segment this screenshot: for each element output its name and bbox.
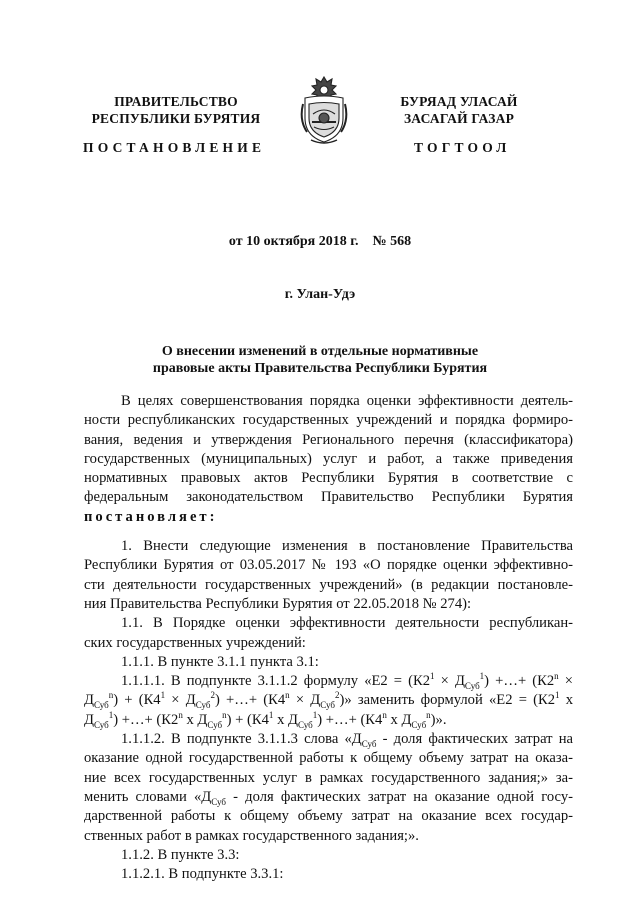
formula-text: х Д (386, 711, 412, 728)
item-text: - доля фактических затрат на (376, 731, 574, 748)
header-right (384, 93, 534, 127)
decree-word: постановляет: (84, 508, 218, 525)
formula-text: х Д (273, 711, 298, 728)
superscript: 1 (479, 671, 485, 682)
document-title (0, 343, 640, 377)
superscript: 1 (108, 709, 114, 720)
preamble-line: В целях совершенствования порядка оценки эффективности деятель- (121, 393, 573, 409)
item-1-1-1-2-line (84, 730, 573, 749)
item-1-1-1-2-line (84, 788, 573, 807)
superscript: 1 (430, 671, 435, 682)
header-right-line1: БУРЯАД УЛАСАЙ (400, 94, 518, 109)
header-right-line2: ЗАСАГАЙ ГАЗАР (403, 111, 515, 126)
item-text: менить словами «Д (84, 788, 212, 805)
subscript: Суб (207, 719, 223, 730)
coat-of-arms-emblem (297, 74, 351, 146)
subscript: Суб (320, 700, 336, 711)
title-line1: О внесении изменений в отдельные нормативные (161, 344, 479, 359)
item-1-line: ния Правительства Республики Бурятия от 22.05.2018 № 274): (84, 595, 472, 612)
preamble-line: государственных (муниципальных) услуг и работ, а также приведения (84, 450, 573, 467)
coat-of-arms-icon (297, 74, 351, 146)
item-1-line: сти деятельности государственных учреждений» (в редакции постановле- (84, 576, 573, 593)
item-1-1-line: ских государственных учреждений: (84, 634, 306, 651)
formula-text: × Д (289, 692, 321, 709)
item-1-1-1-2-line: ственных работ в рамках государственного задания;». (84, 827, 419, 844)
item-1-line: Республики Бурятия от 03.05.2017 № 193 «О порядке оценки эффективно- (84, 557, 573, 574)
item-text: - доля фактических затрат на оказание одной госу- (225, 788, 573, 805)
formula-text: × (558, 673, 573, 690)
superscript: 2 (210, 690, 215, 701)
formula-text: Д (84, 711, 94, 728)
preamble-line: ности республиканских государственных учреждений и порядка формиро- (84, 412, 573, 429)
item-1-1-1-2-line: оказание одной государственной работы к общему объему затрат на оказа- (84, 750, 573, 767)
title-line2: правовые акты Правительства Республики Бурятия (152, 361, 488, 376)
item-1-1-1-1-line (84, 672, 573, 691)
subscript: Суб (93, 700, 109, 711)
superscript: n (178, 709, 183, 720)
subscript: Суб (211, 796, 226, 807)
superscript: n (382, 709, 387, 720)
superscript: n (108, 690, 114, 701)
formula-text: ) +…+ (К4 (214, 692, 286, 709)
formula-text: х Д (182, 711, 208, 728)
preamble-line: нормативных правовых актов Республики Бурятия в соответствие с (84, 470, 573, 487)
superscript: n (285, 690, 290, 701)
superscript: n (222, 709, 227, 720)
item-1-1-2: 1.1.2. В пункте 3.3: (121, 846, 240, 863)
subscript: Суб (464, 681, 480, 692)
superscript: n (554, 671, 559, 682)
item-1-1-1: 1.1.1. В пункте 3.1.1 пункта 3.1: (121, 653, 319, 670)
date-number: от 10 октября 2018 г. № 568 (228, 234, 412, 249)
subscript: Суб (297, 719, 313, 730)
item-text: 1.1.1.2. В подпункте 3.1.1.3 слова «Д (121, 731, 362, 748)
subscript: Суб (93, 719, 109, 730)
formula-text: )» заменить формулой «Е2 = (К2 (339, 692, 556, 709)
superscript: 1 (268, 709, 274, 720)
doc-type-bur: ТОГТООЛ (414, 140, 511, 155)
superscript: 1 (160, 690, 166, 701)
superscript: 1 (312, 709, 318, 720)
formula-text: ) + (К4 (113, 692, 161, 709)
formula-text: ) +…+ (К2 (484, 673, 555, 690)
item-1-1-1-2-line: дарственной работы к общему объему затрат на оказание всех государ- (84, 808, 573, 825)
formula-text: Д (84, 692, 94, 709)
formula-text: х (559, 692, 574, 709)
formula-text: × Д (165, 692, 196, 709)
header-left (88, 93, 264, 127)
document-body (84, 392, 573, 884)
subscript: Суб (411, 719, 427, 730)
header-left-line1: ПРАВИТЕЛЬСТВО (114, 94, 238, 109)
header-left-line2: РЕСПУБЛИКИ БУРЯТИЯ (91, 111, 261, 126)
superscript: n (426, 709, 431, 720)
formula-text: × Д (434, 673, 465, 690)
subscript: Суб (195, 700, 211, 711)
subscript: Суб (361, 738, 377, 749)
superscript: 2 (335, 690, 340, 701)
item-1-1-1-1-line (84, 691, 573, 710)
item-1-1-2-1: 1.1.2.1. В подпункте 3.3.1: (121, 866, 284, 883)
formula-text: )». (430, 711, 447, 728)
item-1-line: 1. Внести следующие изменения в постановление Правительства (121, 538, 573, 555)
item-1-1-1-2-line: ние всех государственных услуг в рамках государственного задания;» за- (84, 769, 573, 786)
formula-text: ) +…+ (К4 (317, 711, 383, 728)
item-1-1-1-1-line (84, 711, 573, 730)
doc-type-ru: ПОСТАНОВЛЕНИЕ (83, 140, 266, 155)
preamble-line: федеральным законодательством Правительство Республики Бурятия (84, 489, 573, 506)
decree-word-line (84, 508, 573, 527)
formula-text: ) + (К4 (226, 711, 269, 728)
city: г. Улан-Удэ (284, 287, 356, 302)
item-1-1-line: 1.1. В Порядке оценки эффективности деятельности республикан- (121, 615, 573, 632)
formula-text: ) +…+ (К2 (113, 711, 179, 728)
superscript: 1 (555, 690, 560, 701)
preamble-line: вания, ведения и утверждения Регионального перечня (классификатора) (84, 431, 573, 448)
formula-text: 1.1.1.1. В подпункте 3.1.1.2 формулу «Е2 = (К2 (121, 673, 431, 690)
